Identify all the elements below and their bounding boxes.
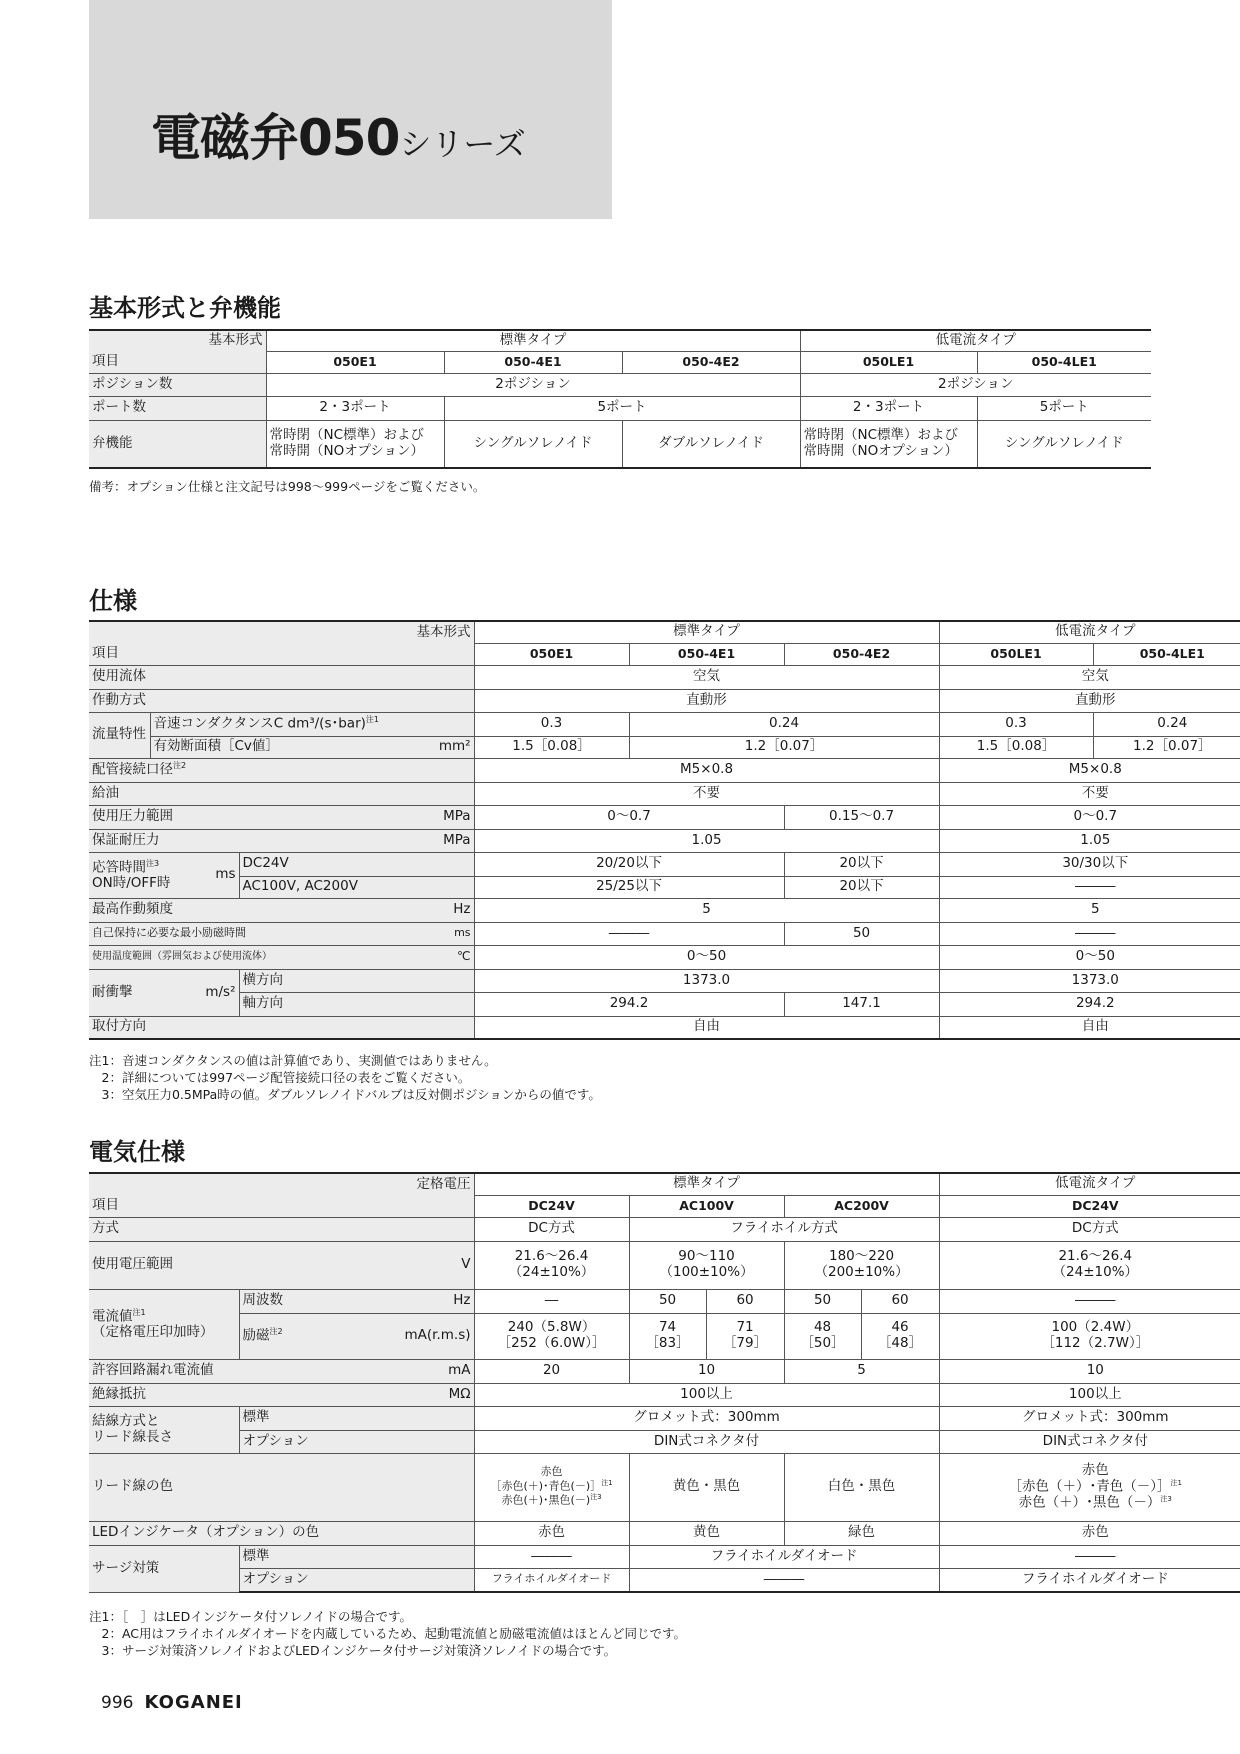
- row-fluid-label: 使用流体: [89, 665, 474, 689]
- lead-dc-2: ［赤色(＋)･青色(－)］$^{注1}$: [490, 1479, 613, 1493]
- row-ports-label: ポート数: [89, 396, 266, 420]
- surge-standard-dc: ―――: [474, 1545, 629, 1568]
- row-wiring-label: 結線方式と リード線長さ: [89, 1406, 239, 1453]
- lead-low-1: 赤色: [1081, 1462, 1109, 1479]
- surge-option-low: フライホイルダイオード: [939, 1568, 1240, 1592]
- func-050E1-line2: 常時開（NOオプション）: [269, 442, 425, 459]
- row-response-label: 応答時間$^{注3}$ ON時/OFF時 ms: [89, 852, 239, 898]
- shock-lateral-standard: 1373.0: [474, 969, 939, 992]
- area-050-4E: 1.2［0.07］: [629, 736, 939, 758]
- row-function-label: 弁機能: [89, 420, 266, 468]
- brand-logo: KOGANEI: [144, 1692, 243, 1713]
- title-banner: [89, 0, 612, 219]
- leak-dc: 20: [474, 1359, 629, 1383]
- spec-note-3: 3：空気圧力0.5MPa時の値。ダブルソレノイドバルブは反対側ポジションからの値です。: [89, 1087, 601, 1102]
- elec-note-3: 3：サージ対策済ソレノイドおよびLEDインジケータ付サージ対策済ソレノイドの場合です。: [89, 1643, 617, 1658]
- proof-standard: 1.05: [474, 829, 939, 852]
- area-050-4LE1: 1.2［0.07］: [1093, 736, 1240, 758]
- shock-axial-low: 294.2: [939, 992, 1240, 1016]
- row-port-label: 配管接続口径$^{注2}$: [89, 758, 474, 782]
- section-title-electrical: 電気仕様: [89, 1138, 185, 1166]
- positions-standard: 2ポジション: [266, 373, 800, 396]
- resp-ac-050E1-4E1: 25/25以下: [474, 876, 784, 898]
- wiring-option-label: オプション: [239, 1430, 474, 1453]
- wiring-option-low: DIN式コネクタ付: [939, 1430, 1240, 1453]
- row-proof-label: 保証耐圧力 MPa: [89, 829, 474, 852]
- spec-model-050-4E1: 050-4E1: [629, 643, 784, 665]
- surge-option-dc: フライホイルダイオード: [474, 1568, 629, 1592]
- leak-ac100: 10: [629, 1359, 784, 1383]
- leak-low: 10: [939, 1359, 1240, 1383]
- section-title-basic: 基本形式と弁機能: [89, 294, 281, 322]
- resp-dc-low: 30/30以下: [939, 852, 1240, 876]
- vrange-ac200-2: （200±10%）: [814, 1264, 909, 1280]
- lead-dc-3: 赤色(＋)･黒色$(-)^{注3}$: [501, 1493, 602, 1507]
- lube-low: 不要: [939, 782, 1240, 805]
- led-low: 赤色: [939, 1521, 1240, 1545]
- insulation-low: 100以上: [939, 1383, 1240, 1406]
- page-title: 電磁弁050シリーズ: [151, 109, 526, 167]
- header-item: 項目: [89, 351, 266, 373]
- electrical-notes: [89, 1608, 686, 1659]
- led-ac100: 黄色: [629, 1521, 784, 1545]
- wiring-standard: グロメット式：300mm: [474, 1406, 939, 1430]
- pressure-low: 0～0.7: [939, 805, 1240, 829]
- model-050LE1: 050LE1: [800, 351, 977, 373]
- hold-050E1-4E1: ―――: [474, 922, 784, 945]
- header-standard: 標準タイプ: [266, 330, 800, 351]
- exc-ac100-50-1: 74: [658, 1319, 677, 1336]
- vrange-low-1: 21.6～26.4: [1058, 1248, 1133, 1265]
- elec-note-1: 注1：［ ］はLEDインジケータ付ソレノイドの場合です。: [89, 1609, 413, 1624]
- spec-model-050E1: 050E1: [474, 643, 629, 665]
- volt-ac100v: AC100V: [629, 1195, 784, 1217]
- row-shock-label: 耐衝撃 m/s²: [89, 969, 239, 1016]
- row-led-label: LEDインジケータ（オプション）の色: [89, 1521, 474, 1545]
- shock-axial-050E1-4E1: 294.2: [474, 992, 784, 1016]
- hold-050-4E2: 50: [784, 922, 939, 945]
- vrange-dc-2: （24±10%）: [508, 1264, 595, 1280]
- row-flow-label: 流量特性: [89, 712, 150, 758]
- frequency-standard: 5: [474, 898, 939, 922]
- temp-low: 0～50: [939, 945, 1240, 969]
- row-insulation-label: 絶縁抵抗 MΩ: [89, 1383, 474, 1406]
- row-sonic-label: 音速コンダクタンスC dm³/(s･bar)$^{注1}$: [150, 712, 474, 736]
- specs-table: [89, 620, 1240, 1040]
- model-050-4E1: 050-4E1: [444, 351, 622, 373]
- ports-050-4LE1: 5ポート: [977, 396, 1151, 420]
- row-current-label: 電流値$^{注1}$ （定格電圧印加時）: [89, 1289, 239, 1359]
- sonic-050E1: 0.3: [474, 712, 629, 736]
- leak-ac200: 5: [784, 1359, 939, 1383]
- positions-low: 2ポジション: [800, 373, 1151, 396]
- exc-dc-1: 240（5.8W）: [507, 1319, 596, 1336]
- resp-ac-050-4E2: 20以下: [784, 876, 939, 898]
- operation-standard: 直動形: [474, 689, 939, 712]
- ports-050-4E: 5ポート: [444, 396, 800, 420]
- hold-low: ―――: [939, 922, 1240, 945]
- spec-model-050LE1: 050LE1: [939, 643, 1093, 665]
- fluid-low: 空気: [939, 665, 1240, 689]
- func-050-4LE1: シングルソレノイド: [977, 420, 1151, 468]
- spec-header-model-cell: 基本形式: [89, 621, 474, 643]
- resp-dc-label: DC24V: [239, 852, 474, 876]
- row-lead-color-label: リード線の色: [89, 1453, 474, 1521]
- spec-note-2: 2：詳細については997ページ配管接続口径の表をご覧ください。: [89, 1070, 471, 1085]
- exc-ac200-50-1: 48: [813, 1319, 832, 1336]
- exc-ac200-50-2: ［50］: [800, 1335, 845, 1351]
- spec-header-low-current: 低電流タイプ: [939, 621, 1240, 643]
- vrange-ac100-2: （100±10%）: [659, 1264, 754, 1280]
- port-low: M5×0.8: [939, 758, 1240, 782]
- row-area-label: 有効断面積［Cv値］ mm²: [150, 736, 474, 758]
- exc-dc-2: ［252（6.0W）］: [497, 1335, 606, 1351]
- surge-option-ac: ―――: [629, 1568, 939, 1592]
- resp-ac-label: AC100V, AC200V: [239, 876, 474, 898]
- sonic-050-4E: 0.24: [629, 712, 939, 736]
- lube-standard: 不要: [474, 782, 939, 805]
- func-050-4E1: シングルソレノイド: [444, 420, 622, 468]
- hz-low: ―――: [939, 1289, 1240, 1313]
- pressure-050-4E2: 0.15～0.7: [784, 805, 939, 829]
- ports-050LE1: 2・3ポート: [800, 396, 977, 420]
- header-low-current: 低電流タイプ: [800, 330, 1151, 351]
- resp-dc-050-4E2: 20以下: [784, 852, 939, 876]
- spec-header-item: 項目: [89, 643, 474, 665]
- proof-low: 1.05: [939, 829, 1240, 852]
- row-lube-label: 給油: [89, 782, 474, 805]
- hz-ac200-50: 50: [784, 1289, 861, 1313]
- row-operation-label: 作動方式: [89, 689, 474, 712]
- vrange-ac200-1: 180～220: [829, 1248, 895, 1265]
- surge-option-label: オプション: [239, 1568, 474, 1592]
- surge-standard-low: ―――: [939, 1545, 1240, 1568]
- volt-dc24v: DC24V: [474, 1195, 629, 1217]
- elec-header-low-current: 低電流タイプ: [939, 1173, 1240, 1195]
- exc-ac200-60-2: ［48］: [877, 1335, 923, 1351]
- func-050LE1-line2: 常時開（NOオプション）: [803, 442, 959, 459]
- lead-dc-1: 赤色: [540, 1465, 563, 1479]
- model-050-4E2: 050-4E2: [622, 351, 800, 373]
- row-pressure-label: 使用圧力範囲 MPa: [89, 805, 474, 829]
- row-type-label: 方式: [89, 1217, 474, 1241]
- page-number: 996: [101, 1693, 134, 1713]
- ports-050E1: 2・3ポート: [266, 396, 444, 420]
- mount-standard: 自由: [474, 1016, 939, 1039]
- spec-model-050-4E2: 050-4E2: [784, 643, 939, 665]
- shock-axial-050-4E2: 147.1: [784, 992, 939, 1016]
- lead-low-3: 赤色（＋）･黒色$(-)^{注3}$: [1018, 1494, 1172, 1511]
- shock-lateral-label: 横方向: [239, 969, 474, 992]
- elec-header-standard: 標準タイプ: [474, 1173, 939, 1195]
- row-surge-label: サージ対策: [89, 1545, 239, 1592]
- spec-notes: [89, 1052, 601, 1103]
- wiring-standard-label: 標準: [239, 1406, 474, 1430]
- row-voltage-range-label: 使用電圧範囲 V: [89, 1241, 474, 1289]
- func-050E1-line1: 常時閉（NC標準）および: [269, 427, 425, 444]
- insulation-standard: 100以上: [474, 1383, 939, 1406]
- shock-lateral-low: 1373.0: [939, 969, 1240, 992]
- type-ac: フライホイル方式: [629, 1217, 939, 1241]
- lead-ac100: 黄色・黒色: [629, 1453, 784, 1521]
- row-temp-label: 使用温度範囲（雰囲気および使用流体） ℃: [89, 945, 474, 969]
- electrical-table: [89, 1172, 1240, 1593]
- elec-header-voltage-cell: 定格電圧: [89, 1173, 474, 1195]
- spec-model-050-4LE1: 050-4LE1: [1093, 643, 1240, 665]
- wiring-option: DIN式コネクタ付: [474, 1430, 939, 1453]
- row-mount-label: 取付方向: [89, 1016, 474, 1039]
- func-050LE1-line1: 常時閉（NC標準）および: [803, 427, 959, 444]
- type-dc: DC方式: [474, 1217, 629, 1241]
- exc-ac100-60-2: ［79］: [722, 1335, 768, 1351]
- hz-ac200-60: 60: [861, 1289, 939, 1313]
- area-050E1: 1.5［0.08］: [474, 736, 629, 758]
- volt-low-dc24v: DC24V: [939, 1195, 1240, 1217]
- elec-note-2: 2：AC用はフライホイルダイオードを内蔵しているため、起動電流値と励磁電流値はほとんど同じです。: [89, 1626, 687, 1641]
- area-050LE1: 1.5［0.08］: [939, 736, 1093, 758]
- row-hz-label: 周波数 Hz: [239, 1289, 474, 1313]
- model-050-4LE1: 050-4LE1: [977, 351, 1151, 373]
- section-title-specs: 仕様: [89, 587, 137, 615]
- hz-dc: ―: [474, 1289, 629, 1313]
- basic-note: 備考：オプション仕様と注文記号は998～999ページをご覧ください。: [89, 479, 486, 494]
- exc-ac100-50-2: ［83］: [645, 1335, 690, 1351]
- volt-ac200v: AC200V: [784, 1195, 939, 1217]
- exc-low-1: 100（2.4W）: [1051, 1319, 1140, 1336]
- elec-header-item: 項目: [89, 1195, 474, 1217]
- pressure-050E1-4E1: 0～0.7: [474, 805, 784, 829]
- port-standard: M5×0.8: [474, 758, 939, 782]
- led-ac200: 緑色: [784, 1521, 939, 1545]
- vrange-ac100-1: 90～110: [678, 1248, 735, 1265]
- exc-low-2: ［112（2.7W）］: [1041, 1335, 1150, 1351]
- row-frequency-label: 最高作動頻度 Hz: [89, 898, 474, 922]
- page-footer: [101, 1692, 243, 1713]
- temp-standard: 0～50: [474, 945, 939, 969]
- exc-ac100-60-1: 71: [736, 1319, 754, 1336]
- spec-note-1: 注1：音速コンダクタンスの値は計算値であり、実測値ではありません。: [89, 1053, 497, 1068]
- resp-dc-050E1-4E1: 20/20以下: [474, 852, 784, 876]
- lead-ac200: 白色・黒色: [784, 1453, 939, 1521]
- resp-ac-low: ―――: [939, 876, 1240, 898]
- exc-ac200-60-1: 46: [891, 1319, 909, 1336]
- led-dc: 赤色: [474, 1521, 629, 1545]
- page-title-suffix: シリーズ: [399, 125, 526, 163]
- row-leak-label: 許容回路漏れ電流値 mA: [89, 1359, 474, 1383]
- sonic-050-4LE1: 0.24: [1093, 712, 1240, 736]
- basic-table: [89, 329, 1151, 469]
- vrange-dc-1: 21.6～26.4: [514, 1248, 589, 1265]
- surge-standard-label: 標準: [239, 1545, 474, 1568]
- model-050E1: 050E1: [266, 351, 444, 373]
- type-low: DC方式: [939, 1217, 1240, 1241]
- row-excitation-label: 励磁$^{注2}$ mA(r.m.s): [239, 1313, 474, 1359]
- lead-low-2: ［赤色（＋）･青色（－）］$^{注1}$: [1008, 1478, 1183, 1495]
- row-positions-label: ポジション数: [89, 373, 266, 396]
- spec-header-standard: 標準タイプ: [474, 621, 939, 643]
- row-hold-label: 自己保持に必要な最小励磁時間 ms: [89, 922, 474, 945]
- fluid-standard: 空気: [474, 665, 939, 689]
- mount-low: 自由: [939, 1016, 1240, 1039]
- header-model-cell: 基本形式: [89, 330, 266, 351]
- hz-ac100-50: 50: [629, 1289, 706, 1313]
- shock-axial-label: 軸方向: [239, 992, 474, 1016]
- func-050-4E2: ダブルソレノイド: [622, 420, 800, 468]
- surge-standard-ac: フライホイルダイオード: [629, 1545, 939, 1568]
- sonic-050LE1: 0.3: [939, 712, 1093, 736]
- wiring-standard-low: グロメット式：300mm: [939, 1406, 1240, 1430]
- frequency-low: 5: [939, 898, 1240, 922]
- vrange-low-2: （24±10%）: [1052, 1264, 1139, 1280]
- operation-low: 直動形: [939, 689, 1240, 712]
- hz-ac100-60: 60: [706, 1289, 784, 1313]
